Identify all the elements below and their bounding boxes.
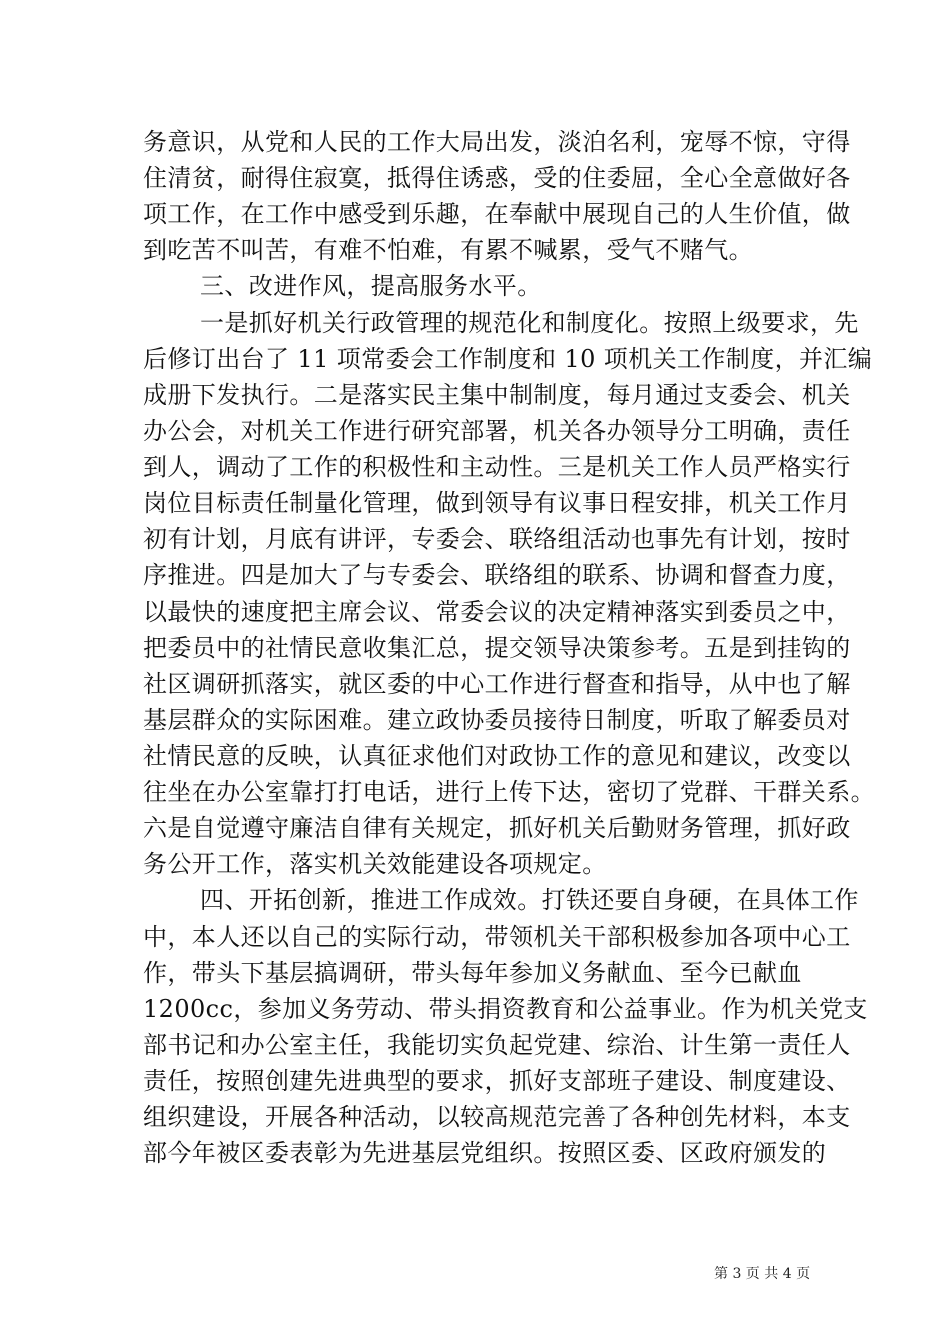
text-line: 成册下发执行。二是落实民主集中制制度，每月通过支委会、机关 [143, 381, 851, 409]
text-line: 1200cc，参加义务劳动、带头捐资教育和公益事业。作为机关党支 [143, 995, 868, 1023]
text-line: 项工作，在工作中感受到乐趣，在奉献中展现自己的人生价值，做 [143, 200, 851, 228]
paragraph-start: 一是抓好机关行政管理的规范化和制度化。按照上级要求，先 [200, 309, 859, 337]
text-line: 部书记和办公室主任，我能切实负起党建、综治、计生第一责任人 [143, 1031, 851, 1059]
text-line: 初有计划，月底有讲评，专委会、联络组活动也事先有计划，按时 [143, 525, 851, 553]
text-line: 中，本人还以自己的实际行动，带领机关干部积极参加各项中心工 [143, 923, 851, 951]
text-line: 社情民意的反映，认真征求他们对政协工作的意见和建议，改变以 [143, 742, 851, 770]
text-line: 岗位目标责任制量化管理，做到领导有议事日程安排，机关工作月 [143, 489, 851, 517]
text-line: 社区调研抓落实，就区委的中心工作进行督查和指导，从中也了解 [143, 670, 851, 698]
text-line: 办公会，对机关工作进行研究部署，机关各办领导分工明确，责任 [143, 417, 851, 445]
text-line: 以最快的速度把主席会议、常委会议的决定精神落实到委员之中， [143, 598, 851, 626]
text-line: 到人，调动了工作的积极性和主动性。三是机关工作人员严格实行 [143, 453, 851, 481]
text-line: 往坐在办公室靠打打电话，进行上传下达，密切了党群、干群关系。 [143, 778, 875, 806]
section-heading: 三、改进作风，提高服务水平。 [200, 272, 542, 300]
text-line: 六是自觉遵守廉洁自律有关规定，抓好机关后勤财务管理，抓好政 [143, 814, 851, 842]
text-line: 到吃苦不叫苦，有难不怕难，有累不喊累，受气不赌气。 [143, 236, 753, 264]
text-line: 住清贫，耐得住寂寞，抵得住诱惑，受的住委屈，全心全意做好各 [143, 164, 851, 192]
text-line: 作，带头下基层搞调研，带头每年参加义务献血、至今已献血 [143, 959, 802, 987]
text-line: 序推进。四是加大了与专委会、联络组的联系、协调和督查力度， [143, 561, 851, 589]
text-line: 把委员中的社情民意收集汇总，提交领导决策参考。五是到挂钩的 [143, 634, 851, 662]
text-line: 后修订出台了 11 项常委会工作制度和 10 项机关工作制度，并汇编 [143, 345, 873, 373]
text-line: 务公开工作，落实机关效能建设各项规定。 [143, 850, 607, 878]
text-line: 基层群众的实际困难。建立政协委员接待日制度，听取了解委员对 [143, 706, 851, 734]
text-line: 务意识，从党和人民的工作大局出发，淡泊名利，宠辱不惊，守得 [143, 128, 851, 156]
text-line: 责任，按照创建先进典型的要求，抓好支部班子建设、制度建设、 [143, 1067, 851, 1095]
text-line: 部今年被区委表彰为先进基层党组织。按照区委、区政府颁发的 [143, 1139, 827, 1167]
section-heading: 四、开拓创新，推进工作成效。打铁还要自身硬，在具体工作 [200, 886, 859, 914]
text-line: 组织建设，开展各种活动，以较高规范完善了各种创先材料，本支 [143, 1103, 851, 1131]
page-number: 第 3 页 共 4 页 [714, 1266, 811, 1282]
